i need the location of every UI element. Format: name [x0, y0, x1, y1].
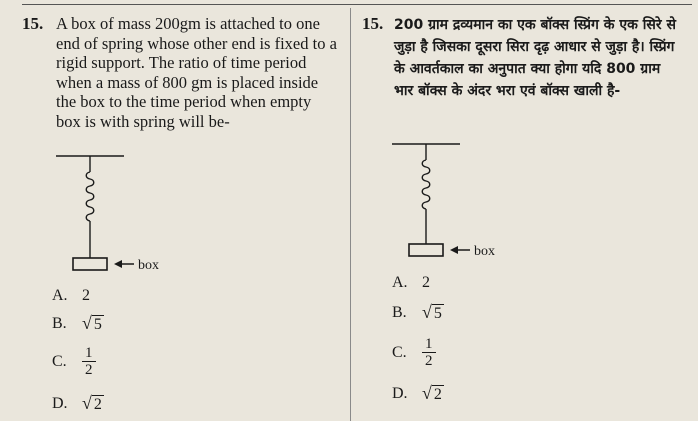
- english-question: [22, 14, 340, 131]
- option-b[interactable]: [392, 303, 444, 323]
- option-letter: B.: [52, 315, 67, 332]
- option-b[interactable]: [52, 314, 104, 334]
- sqrt-expression: √ 2: [82, 393, 102, 413]
- option-a[interactable]: [392, 274, 430, 292]
- fraction: [422, 336, 436, 369]
- denominator: 2: [85, 362, 93, 378]
- fraction: [82, 345, 96, 378]
- denominator: 2: [425, 353, 433, 369]
- option-letter: B.: [392, 304, 407, 321]
- option-letter: D.: [52, 395, 68, 412]
- numerator: 1: [422, 336, 436, 353]
- option-d[interactable]: [392, 384, 444, 404]
- question-text: A box of mass 200gm is attached to one end of spring whose other end is fixed to a rigid support. The ratio of time period when a mass of 800 gm is placed inside the box to the time period when empty box is with spring will be-: [56, 14, 337, 131]
- top-rule: [22, 4, 692, 5]
- hindi-question: [362, 14, 682, 102]
- option-value: 5: [93, 316, 102, 333]
- option-value: 2: [82, 287, 90, 304]
- question-text: 200 ग्राम द्रव्यमान का एक बॉक्स स्प्रिंग के एक सिरे से जुड़ा है जिसका दूसरा सिरा दृढ़ आधार से जुड़ा है। स्प्रिंग के आवर्तकाल का अनुपात क्या होगा यदि 800 ग्राम भार बॉक्स के अंदर भरा एवं बॉक्स खाली है-: [394, 17, 676, 99]
- spring-box-diagram-hindi: [392, 138, 522, 263]
- option-letter: C.: [52, 352, 67, 370]
- option-value: 2: [93, 396, 102, 413]
- option-letter: D.: [392, 385, 408, 402]
- option-value: 2: [422, 274, 430, 291]
- option-value: 5: [433, 305, 442, 322]
- option-c[interactable]: [392, 336, 436, 369]
- spring-box-diagram-english: [56, 150, 186, 275]
- numerator: 1: [82, 345, 96, 362]
- question-number: 15.: [22, 14, 44, 33]
- sqrt-expression: √ 5: [422, 302, 442, 322]
- option-value: 2: [433, 386, 442, 403]
- option-letter: C.: [392, 343, 407, 361]
- option-c[interactable]: [52, 345, 96, 378]
- sqrt-expression: √ 2: [422, 383, 442, 403]
- column-divider: [350, 8, 351, 421]
- option-letter: A.: [392, 274, 408, 291]
- box-label: box: [474, 244, 495, 259]
- option-a[interactable]: [52, 287, 90, 305]
- box-label: box: [138, 258, 159, 273]
- sqrt-expression: √ 5: [82, 313, 102, 333]
- option-letter: A.: [52, 287, 68, 304]
- question-number: 15.: [362, 14, 384, 33]
- option-d[interactable]: [52, 394, 104, 414]
